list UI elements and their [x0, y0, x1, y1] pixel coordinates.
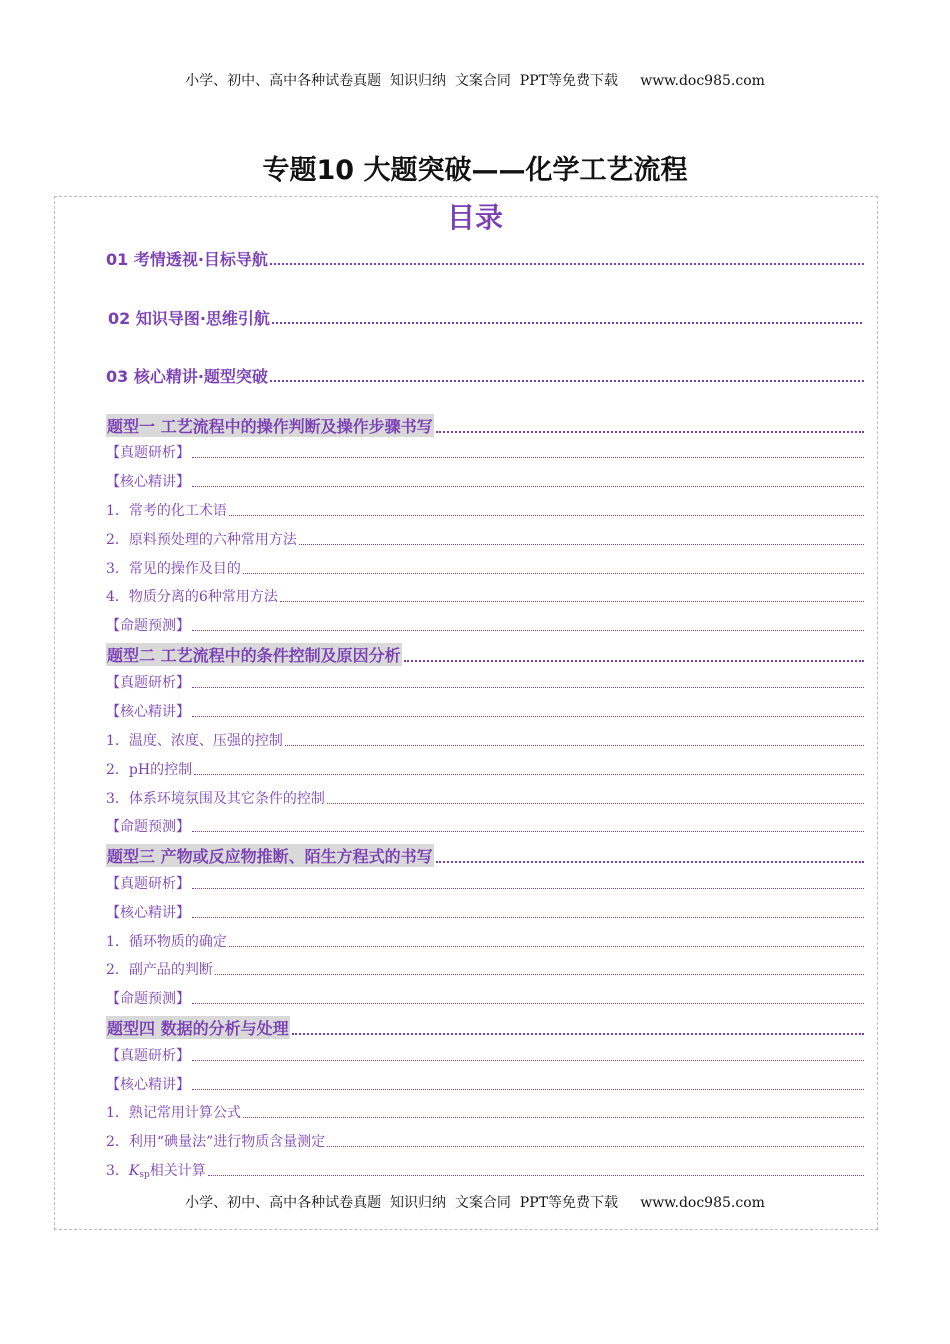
- toc-entry-type4-ksp[interactable]: [106, 1160, 864, 1180]
- toc-entry-type1-item[interactable]: [106, 500, 864, 520]
- toc-entry-label: 2．原料预处理的六种常用方法: [106, 532, 297, 548]
- toc-entry-s03[interactable]: [106, 364, 864, 387]
- leader-dots: [436, 861, 864, 863]
- toc-entry-type4-zhenti[interactable]: [106, 1045, 864, 1065]
- toc-entry-type1-item[interactable]: [106, 529, 864, 549]
- toc-entry-label: 题型四 数据的分析与处理: [106, 1016, 290, 1039]
- toc-entry-label: 【真题研析】: [106, 1048, 190, 1064]
- toc-entry-type3-zhenti[interactable]: [106, 873, 864, 893]
- toc-entry-type1-item[interactable]: [106, 558, 864, 578]
- toc-entry-type4-item[interactable]: [106, 1131, 864, 1151]
- leader-dots: [192, 486, 864, 487]
- leader-dots: [436, 431, 864, 433]
- toc-entry-label: 2．pH的控制: [106, 762, 193, 778]
- leader-dots: [215, 974, 864, 975]
- toc-entry-label: 题型二 工艺流程中的条件控制及原因分析: [106, 643, 402, 666]
- toc-entry-label: 【核心精讲】: [106, 704, 190, 720]
- toc-entry-type1[interactable]: [106, 414, 864, 437]
- toc-entry-label: 1．循环物质的确定: [106, 934, 227, 950]
- toc-entry-type3-item[interactable]: [106, 931, 864, 951]
- toc-entry-label: 2．利用“碘量法”进行物质含量测定: [106, 1134, 326, 1150]
- toc-heading: 目录: [446, 201, 503, 234]
- leader-dots: [404, 660, 864, 662]
- toc-entry-type1-hexin[interactable]: [106, 471, 864, 491]
- leader-dots: [192, 831, 864, 832]
- toc-entry-type3-hexin[interactable]: [106, 902, 864, 922]
- toc-entry-label: 【命题预测】: [106, 618, 190, 634]
- leader-dots: [208, 1175, 864, 1176]
- leader-dots: [192, 1089, 864, 1090]
- toc-entry-type2-item[interactable]: [106, 730, 864, 750]
- toc-entry-type2-item[interactable]: [106, 759, 864, 779]
- page-footer: 小学、初中、高中各种试卷真题 知识归纳 文案合同 PPT等免费下载 www.doc985.com: [185, 1195, 765, 1211]
- toc-entry-label: 02 知识导图·思维引航: [108, 309, 270, 328]
- toc-entry-type2-item[interactable]: [106, 788, 864, 808]
- toc-entry-label: 【核心精讲】: [106, 1077, 190, 1093]
- toc-entry-type1-zhenti[interactable]: [106, 442, 864, 462]
- toc-entry-label: 【命题预测】: [106, 819, 190, 835]
- toc-entry-label: 1．温度、浓度、压强的控制: [106, 733, 283, 749]
- leader-dots: [194, 774, 864, 775]
- toc-entry-type3[interactable]: [106, 844, 864, 867]
- toc-entry-label: 3．体系环境氛围及其它条件的控制: [106, 791, 325, 807]
- page-header: 小学、初中、高中各种试卷真题 知识归纳 文案合同 PPT等免费下载 www.doc985.com: [185, 73, 765, 89]
- toc-entry-s02[interactable]: [108, 306, 862, 329]
- toc-entry-label: 【核心精讲】: [106, 905, 190, 921]
- ksp-prefix: 3．: [106, 1163, 129, 1179]
- ksp-suffix: 相关计算: [149, 1163, 206, 1179]
- toc-entry-type2-zhenti[interactable]: [106, 672, 864, 692]
- leader-dots: [192, 1003, 864, 1004]
- leader-dots: [243, 1117, 864, 1118]
- toc-entry-type2-hexin[interactable]: [106, 701, 864, 721]
- leader-dots: [229, 946, 864, 947]
- leader-dots: [192, 630, 864, 631]
- toc-entry-label: 1．熟记常用计算公式: [106, 1105, 241, 1121]
- toc-entry-type4[interactable]: [106, 1016, 864, 1039]
- toc-entry-s01[interactable]: [106, 247, 864, 270]
- leader-dots: [192, 716, 864, 717]
- leader-dots: [299, 544, 864, 545]
- toc-entry-type2-mingti[interactable]: [106, 816, 864, 836]
- toc-entry-type2[interactable]: [106, 643, 864, 666]
- leader-dots: [192, 687, 864, 688]
- toc-entry-label: [106, 1160, 206, 1180]
- toc-entry-label: 【命题预测】: [106, 991, 190, 1007]
- toc-entry-label: 【真题研析】: [106, 876, 190, 892]
- leader-dots: [192, 457, 864, 458]
- toc-entry-label: 题型一 工艺流程中的操作判断及操作步骤书写: [106, 414, 434, 437]
- toc-entry-label: 01 考情透视·目标导航: [106, 250, 268, 269]
- toc-entry-type1-mingti[interactable]: [106, 615, 864, 635]
- leader-dots: [272, 322, 862, 324]
- toc-entry-label: 【核心精讲】: [106, 474, 190, 490]
- leader-dots: [192, 888, 864, 889]
- toc-entry-label: 1．常考的化工术语: [106, 503, 227, 519]
- toc-entry-label: 2．副产品的判断: [106, 962, 213, 978]
- leader-dots: [229, 515, 864, 516]
- toc-entry-type4-hexin[interactable]: [106, 1074, 864, 1094]
- toc-entry-label: 3．常见的操作及目的: [106, 561, 241, 577]
- toc-entry-type3-item[interactable]: [106, 959, 864, 979]
- ksp-symbol: K: [128, 1163, 140, 1179]
- leader-dots: [243, 573, 864, 574]
- leader-dots: [280, 601, 864, 602]
- toc-entry-label: 【真题研析】: [106, 675, 190, 691]
- document-title: 专题10 大题突破——化学工艺流程: [262, 155, 688, 186]
- leader-dots: [270, 380, 864, 382]
- leader-dots: [270, 263, 864, 265]
- toc-entry-label: 03 核心精讲·题型突破: [106, 367, 268, 386]
- leader-dots: [327, 1146, 864, 1147]
- toc-entry-type4-item[interactable]: [106, 1102, 864, 1122]
- leader-dots: [327, 803, 864, 804]
- leader-dots: [285, 745, 864, 746]
- toc-entry-label: 【真题研析】: [106, 445, 190, 461]
- leader-dots: [292, 1033, 864, 1035]
- toc-entry-label: 题型三 产物或反应物推断、陌生方程式的书写: [106, 844, 434, 867]
- toc-entry-type1-item[interactable]: [106, 586, 864, 606]
- toc-entry-label: 4．物质分离的6种常用方法: [106, 589, 278, 605]
- leader-dots: [192, 917, 864, 918]
- leader-dots: [192, 1060, 864, 1061]
- toc-entry-type3-mingti[interactable]: [106, 988, 864, 1008]
- ksp-subscript: sp: [139, 1170, 150, 1180]
